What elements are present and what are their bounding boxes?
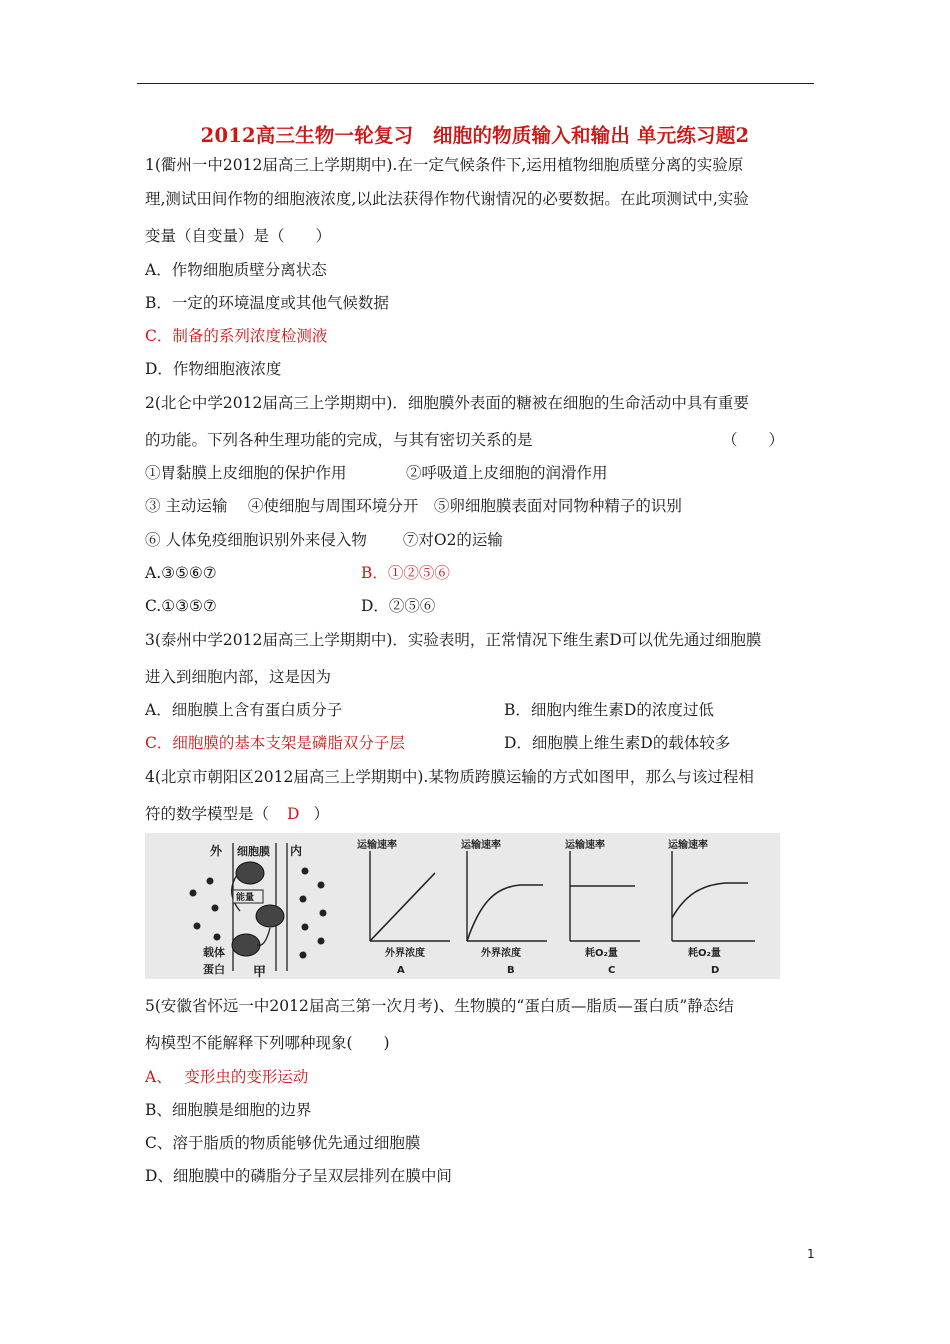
graph-b-letter: B bbox=[507, 965, 515, 976]
q1-line2: 理,测试田间作物的细胞液浓度,以此法获得作物代谢情况的必要数据。在此项测试中,实验 bbox=[145, 190, 749, 208]
page-title: 2012高三生物一轮复习 细胞的物质输入和输出 单元练习题2 bbox=[200, 124, 750, 147]
q3-option-c-answer: C．细胞膜的基本支架是磷脂双分子层 bbox=[145, 734, 405, 752]
q1-option-b: B．一定的环境温度或其他气候数据 bbox=[145, 294, 389, 312]
graph-c-letter: C bbox=[608, 965, 616, 976]
q1-option-a: A．作物细胞质壁分离状态 bbox=[145, 261, 327, 279]
q5-option-a-answer: A、 变形虫的变形运动 bbox=[145, 1068, 309, 1086]
q4-line1: 4(北京市朝阳区2012届高三上学期期中).某物质跨膜运输的方式如图甲，那么与该过程相 bbox=[145, 768, 754, 786]
q5-line1: 5(安徽省怀远一中2012届高三第一次月考)、生物膜的“蛋白质—脂质—蛋白质”静态结 bbox=[145, 997, 734, 1015]
q4-line2 bbox=[145, 803, 329, 825]
q5-option-b: B、细胞膜是细胞的边界 bbox=[145, 1101, 312, 1119]
q2-answer-paren: （ ） bbox=[722, 431, 785, 449]
graph-a-ylabel: 运输速率 bbox=[357, 840, 397, 851]
q4-line2-suffix: ） bbox=[313, 805, 329, 823]
graph-c-xlabel: 耗O₂量 bbox=[585, 948, 618, 959]
label-energy: 能量 bbox=[236, 893, 255, 903]
q2-item-1: ①胃黏膜上皮细胞的保护作用 bbox=[145, 464, 347, 482]
graph-d-ylabel: 运输速率 bbox=[668, 840, 708, 851]
q2-option-a: A.③⑤⑥⑦ bbox=[145, 564, 217, 582]
label-jia: 甲 bbox=[253, 965, 267, 979]
q3-option-b: B．细胞内维生素D的浓度过低 bbox=[504, 701, 714, 719]
graph-d bbox=[668, 838, 755, 976]
membrane-diagram bbox=[190, 843, 327, 979]
graph-a bbox=[357, 838, 450, 976]
q2-option-b-answer: B．①②⑤⑥ bbox=[361, 564, 450, 582]
q2-line2: 的功能。下列各种生理功能的完成，与其有密切关系的是 bbox=[145, 431, 533, 449]
graph-c bbox=[565, 838, 640, 976]
q2-option-c: C.①③⑤⑦ bbox=[145, 597, 217, 615]
q5-option-c: C、溶于脂质的物质能够优先通过细胞膜 bbox=[145, 1134, 421, 1152]
q2-items-6-7: ⑥ 人体免疫细胞识别外来侵入物 ⑦对O2的运输 bbox=[145, 531, 503, 549]
label-outside: 外 bbox=[210, 844, 223, 858]
q5-line2: 构模型不能解释下列哪种现象( ) bbox=[145, 1034, 390, 1052]
label-carrier-line2: 蛋白 bbox=[203, 963, 225, 976]
label-membrane: 细胞膜 bbox=[237, 845, 270, 858]
graph-c-ylabel: 运输速率 bbox=[565, 840, 605, 851]
q4-figure-svg bbox=[145, 833, 780, 979]
q3-option-d: D．细胞膜上维生素D的载体较多 bbox=[504, 734, 731, 752]
page-number: 1 bbox=[807, 1247, 815, 1261]
graph-b bbox=[461, 838, 547, 976]
graph-b-ylabel: 运输速率 bbox=[461, 840, 501, 851]
q2-line1: 2(北仑中学2012届高三上学期期中)．细胞膜外表面的糖被在细胞的生命活动中具有重要 bbox=[145, 394, 749, 412]
label-inside: 内 bbox=[290, 844, 303, 858]
q4-answer: D bbox=[287, 805, 300, 823]
q3-line2: 进入到细胞内部，这是因为 bbox=[145, 668, 332, 686]
graph-a-letter: A bbox=[397, 965, 405, 976]
q3-option-a: A．细胞膜上含有蛋白质分子 bbox=[145, 701, 343, 719]
q2-item-2: ②呼吸道上皮细胞的润滑作用 bbox=[406, 464, 608, 482]
header-rule bbox=[137, 83, 814, 84]
q1-option-d: D．作物细胞液浓度 bbox=[145, 360, 282, 378]
q1-option-c-answer: C．制备的系列浓度检测液 bbox=[145, 327, 328, 345]
q4-line2-prefix: 符的数学模型是（ bbox=[145, 805, 270, 823]
graph-d-xlabel: 耗O₂量 bbox=[688, 948, 721, 959]
graph-b-xlabel: 外界浓度 bbox=[481, 948, 521, 959]
graph-a-xlabel: 外界浓度 bbox=[385, 948, 425, 959]
q1-line1: 1(衢州一中2012届高三上学期期中).在一定气候条件下,运用植物细胞质壁分离的实验原 bbox=[145, 156, 744, 174]
q2-option-d: D．②⑤⑥ bbox=[361, 597, 436, 615]
q2-items-3-4-5: ③ 主动运输 ④使细胞与周围环境分开 ⑤卵细胞膜表面对同物种精子的识别 bbox=[145, 497, 682, 515]
graph-d-letter: D bbox=[711, 965, 720, 976]
q5-option-d: D、细胞膜中的磷脂分子呈双层排列在膜中间 bbox=[145, 1167, 452, 1185]
q1-line3: 变量（自变量）是（ ） bbox=[145, 227, 332, 245]
label-carrier-line1: 载体 bbox=[203, 946, 225, 959]
q4-figure bbox=[145, 833, 780, 979]
q3-line1: 3(泰州中学2012届高三上学期期中)．实验表明，正常情况下维生素D可以优先通过细胞膜 bbox=[145, 631, 762, 649]
